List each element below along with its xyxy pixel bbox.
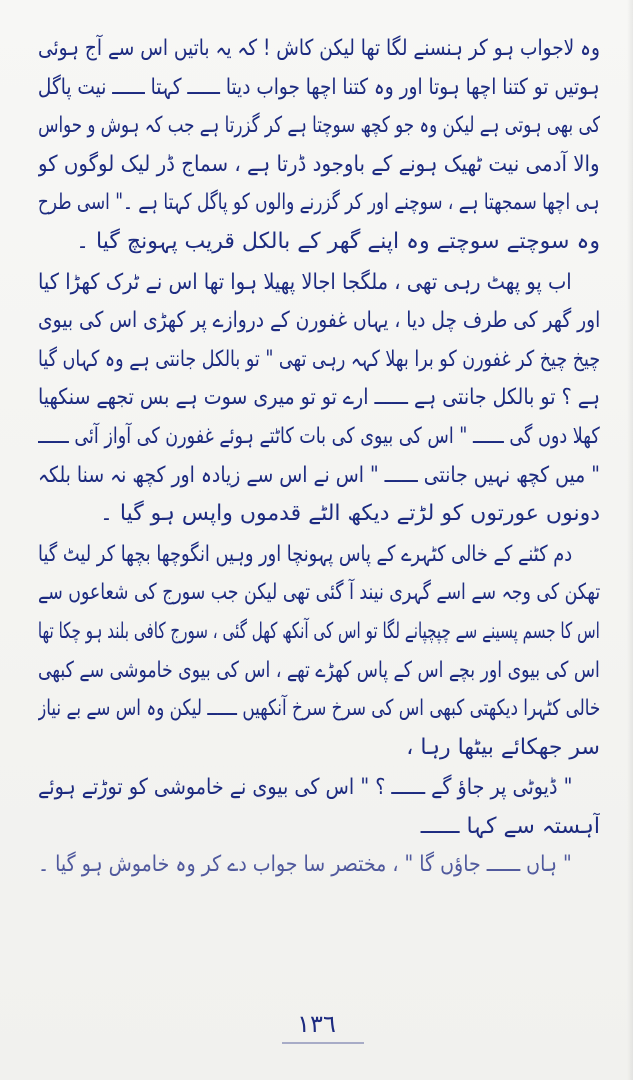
text-line-4: والا آدمی نیت ٹھیک ہونے کے باوجود ڈرتا ہے ، سماج ڈر لیک لوگوں کو	[38, 151, 600, 177]
text-line-5: ہی اچھا سمجھتا ہے ، سوچنے اور کر گزرنے والوں کو پاگل کہتا ہے ۔" اسی طرح	[38, 190, 600, 216]
text-line-21: آہستہ سے کہا ــــــ	[420, 813, 600, 839]
text-line-8: اور گھر کی طرف چل دیا ، یہاں غفورن کے دروازے پر کھڑی اس کی بیوی	[38, 308, 600, 334]
text-line-10: ہے ؟ تو بالکل جانتی ہے ــــــ ارے تو تو میری سوت ہے بس تجھے سنکھیا	[38, 385, 600, 411]
page-number-underline	[282, 1042, 364, 1044]
text-line-16: اس کا جسم پسینے سے چپچپانے لگا تو اس کی آنکھ کھل گئی ، سورج کافی بلند ہو چکا تھا	[38, 618, 600, 644]
text-line-13: دونوں عورتوں کو لڑتے دیکھ الٹے قدموں واپس ہو گیا ۔	[99, 501, 600, 527]
text-line-9: چیخ چیخ کر غفورن کو برا بھلا کہہ رہی تھی " تو بالکل جانتی ہے وہ کہاں گیا	[38, 346, 600, 372]
page-edge-shadow	[627, 0, 633, 1080]
page-number: ١٣٦	[297, 1010, 336, 1038]
text-line-11: کھلا دوں گی ــــــ " اس کی بیوی کی بات کاٹتے ہوئے غفورن کی آواز آئی ــــــ	[38, 423, 600, 449]
urdu-text-body	[38, 30, 600, 885]
text-line-1: وہ لاجواب ہو کر ہنسنے لگا تھا لیکن کاش ! کہ یہ باتیں اس سے آج ہوئی	[38, 36, 600, 61]
text-line-18: خالی کٹہرا دیکھتی کبھی اس کی سرخ سرخ آنکھیں ــــــ لیکن وہ اس سے بے نیاز	[38, 696, 600, 722]
text-line-15: تھکن کی وجہ سے اسے گہری نیند آ گئی تھی لیکن جب سورج کی شعاعوں سے	[38, 580, 600, 606]
text-line-20: " ڈیوٹی پر جاؤ گے ــــــ ؟ " اس کی بیوی نے خاموشی کو توڑتے ہوئے	[38, 775, 572, 801]
text-line-6: وہ سوچتے سوچتے وہ اپنے گھر کے بالکل قریب پہونچ گیا ۔	[76, 228, 600, 254]
text-line-12: " میں کچھ نہیں جانتی ــــــ " اس نے اس سے زیادہ اور کچھ نہ سنا بلکہ	[38, 462, 600, 488]
text-line-14: دم کٹنے کے خالی کٹہرے کے پاس پہونچا اور وہیں انگوچھا بچھا کر لیٹ گیا	[38, 541, 572, 567]
text-line-22: " ہاں ــــــ جاؤں گا " ، مختصر سا جواب دے کر وہ خاموش ہو گیا ۔	[38, 852, 572, 878]
text-line-19: سر جھکائے بیٹھا رہا ،	[406, 734, 600, 760]
text-line-3: کی بھی ہوتی ہے لیکن وہ جو کچھ سوچتا ہے کر گزرتا ہے جب کہ ہوش و حواس	[38, 113, 600, 139]
text-line-17: اس کی بیوی اور بچے اس کے پاس کھڑے تھے ، اس کی بیوی خاموشی سے کبھی	[38, 657, 600, 683]
text-line-2: ہوتیں تو کتنا اچھا ہوتا اور وہ کتنا اچھا جواب دیتا ــــــ کہتا ــــــ نیت پاگل	[38, 74, 600, 100]
text-line-7: اب پو پھٹ رہی تھی ، ملگجا اجالا پھیلا ہوا تھا اس نے ٹرک کھڑا کیا	[38, 269, 572, 295]
